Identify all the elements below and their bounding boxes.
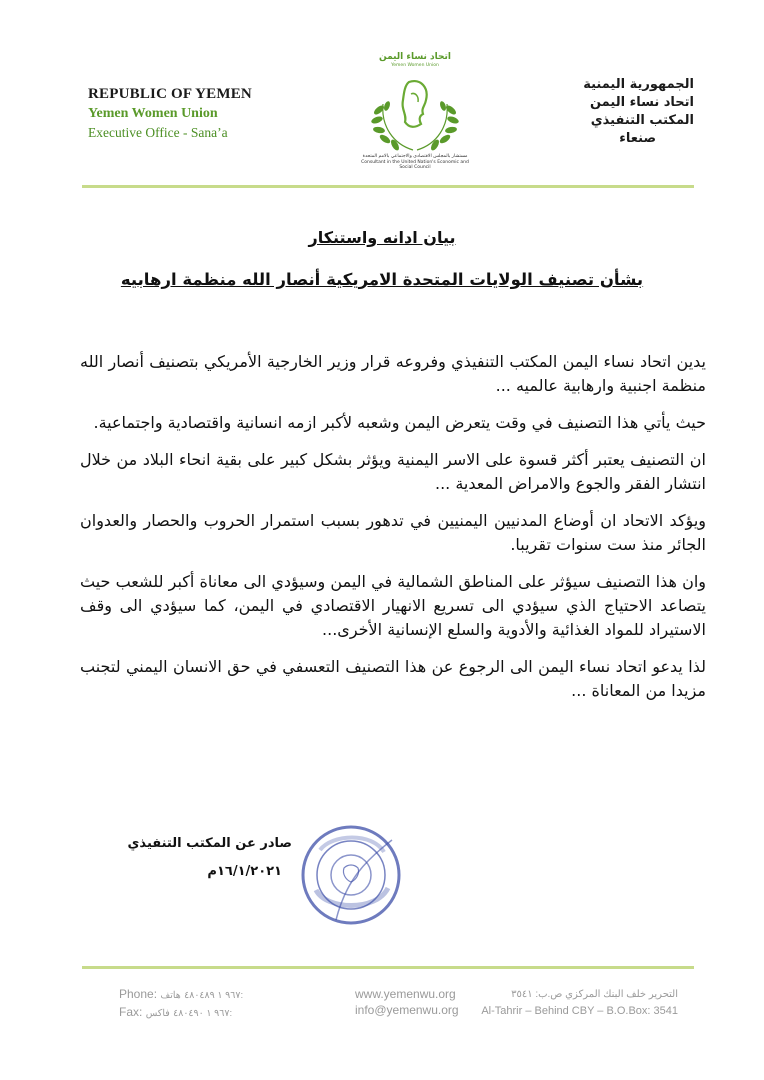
country-name-ar: الجمهورية اليمنية — [583, 77, 694, 92]
stamp-seal-icon — [296, 820, 406, 930]
logo-caption-en: Consultant in the United Nation's Economic and Social Council — [361, 160, 469, 171]
signature-block — [128, 830, 292, 886]
footer-web — [355, 986, 459, 1018]
official-stamp — [296, 820, 406, 930]
office-name-en: Executive Office - Sana’a — [88, 125, 228, 140]
fax-label: Fax: — [119, 1005, 143, 1019]
email-link[interactable]: info@yemenwu.org — [355, 1003, 459, 1017]
english-letterhead — [88, 86, 258, 141]
logo-caption-ar: مستشار بالمجلس الاقتصادي والاجتماعي بالامم المتحدة — [362, 154, 468, 159]
paragraph: ويؤكد الاتحاد ان أوضاع المدنيين اليمنيين في تدهور بسبب استمرار الحروب والحصار والعدوان الجائر منذ ست سنوات تقريبا. — [80, 511, 706, 554]
issue-date: ١٦/١/٢٠٢١م — [207, 864, 282, 879]
office-name-ar: المكتب التنفيذي — [590, 113, 694, 128]
city-name-ar: صنعاء — [619, 131, 656, 146]
country-name-en: REPUBLIC OF YEMEN — [88, 86, 252, 102]
address-ar: التحرير خلف البنك المركزي ص.ب: ٣٥٤١ — [511, 989, 678, 1000]
website-link[interactable]: www.yemenwu.org — [355, 987, 456, 1001]
union-name-ar: اتحاد نساء اليمن — [589, 95, 694, 110]
phone-label-ar: هاتف: — [160, 990, 244, 1001]
header-divider — [82, 185, 694, 188]
arabic-letterhead — [514, 76, 694, 148]
statement-title: بيان ادانه واستنكار — [308, 228, 456, 247]
paragraph: وان هذا التصنيف سيؤثر على المناطق الشمالية في اليمن وسيؤدي الى معاناة أكبر للشعب حيث يتصاعد الاحتياج الذي سيؤدي الى تسريع الانهيار الاقتصادي في اليمن، كما سيؤدي الى وقف الاستيراد للمواد الغذائية والأدوية والسلع الإنسانية الأخرى... — [80, 572, 706, 639]
laurel-profile-icon — [363, 70, 467, 154]
footer-contact-numbers — [119, 986, 243, 1022]
paragraph: لذا يدعو اتحاد نساء اليمن الى الرجوع عن هذا التصنيف التعسفي في حق الانسان اليمني لتجنب مزيدا من المعاناة ... — [80, 657, 706, 700]
statement-body — [80, 350, 706, 716]
paragraph: حيث يأتي هذا التصنيف في وقت يتعرض اليمن وشعبه لأكبر ازمه انسانية واقتصادية واجتماعية. — [93, 413, 706, 432]
logo-sub-text: Yemen Women Union — [391, 63, 439, 68]
fax-value: ٩٦٧ ١ ٤٨٠٤٩٠ — [173, 1008, 230, 1019]
issuer-line: صادر عن المكتب التنفيذي — [127, 836, 292, 851]
union-logo — [355, 52, 475, 174]
statement-subtitle: بشأن تصنيف الولايات المتحدة الامريكية أنصار الله منظمة ارهابيه — [120, 270, 644, 289]
paragraph: يدين اتحاد نساء اليمن المكتب التنفيذي وفروعه قرار وزير الخارجية الأمريكي بتصنيف أنصار الله منظمة اجنبية وارهابية عالميه ... — [80, 352, 706, 395]
footer-address — [481, 986, 678, 1020]
phone-value: ٩٦٧ ١ ٤٨٠٤٨٩ — [184, 990, 241, 1001]
union-name-en: Yemen Women Union — [88, 106, 218, 121]
footer-divider — [82, 966, 694, 969]
paragraph: ان التصنيف يعتبر أكثر قسوة على الاسر اليمنية ويؤثر بشكل كبير على بقية انحاء البلاد من خلال انتشار الفقر والجوع والامراض المعدية ... — [80, 450, 706, 493]
fax-label-ar: فاكس: — [145, 1008, 233, 1019]
logo-top-text: اتحاد نساء اليمن — [378, 52, 451, 62]
fax-line — [119, 1004, 243, 1022]
phone-line — [119, 986, 243, 1004]
phone-label: Phone: — [119, 987, 158, 1001]
address-en: Al-Tahrir – Behind CBY – B.O.Box: 3541 — [481, 1005, 678, 1017]
